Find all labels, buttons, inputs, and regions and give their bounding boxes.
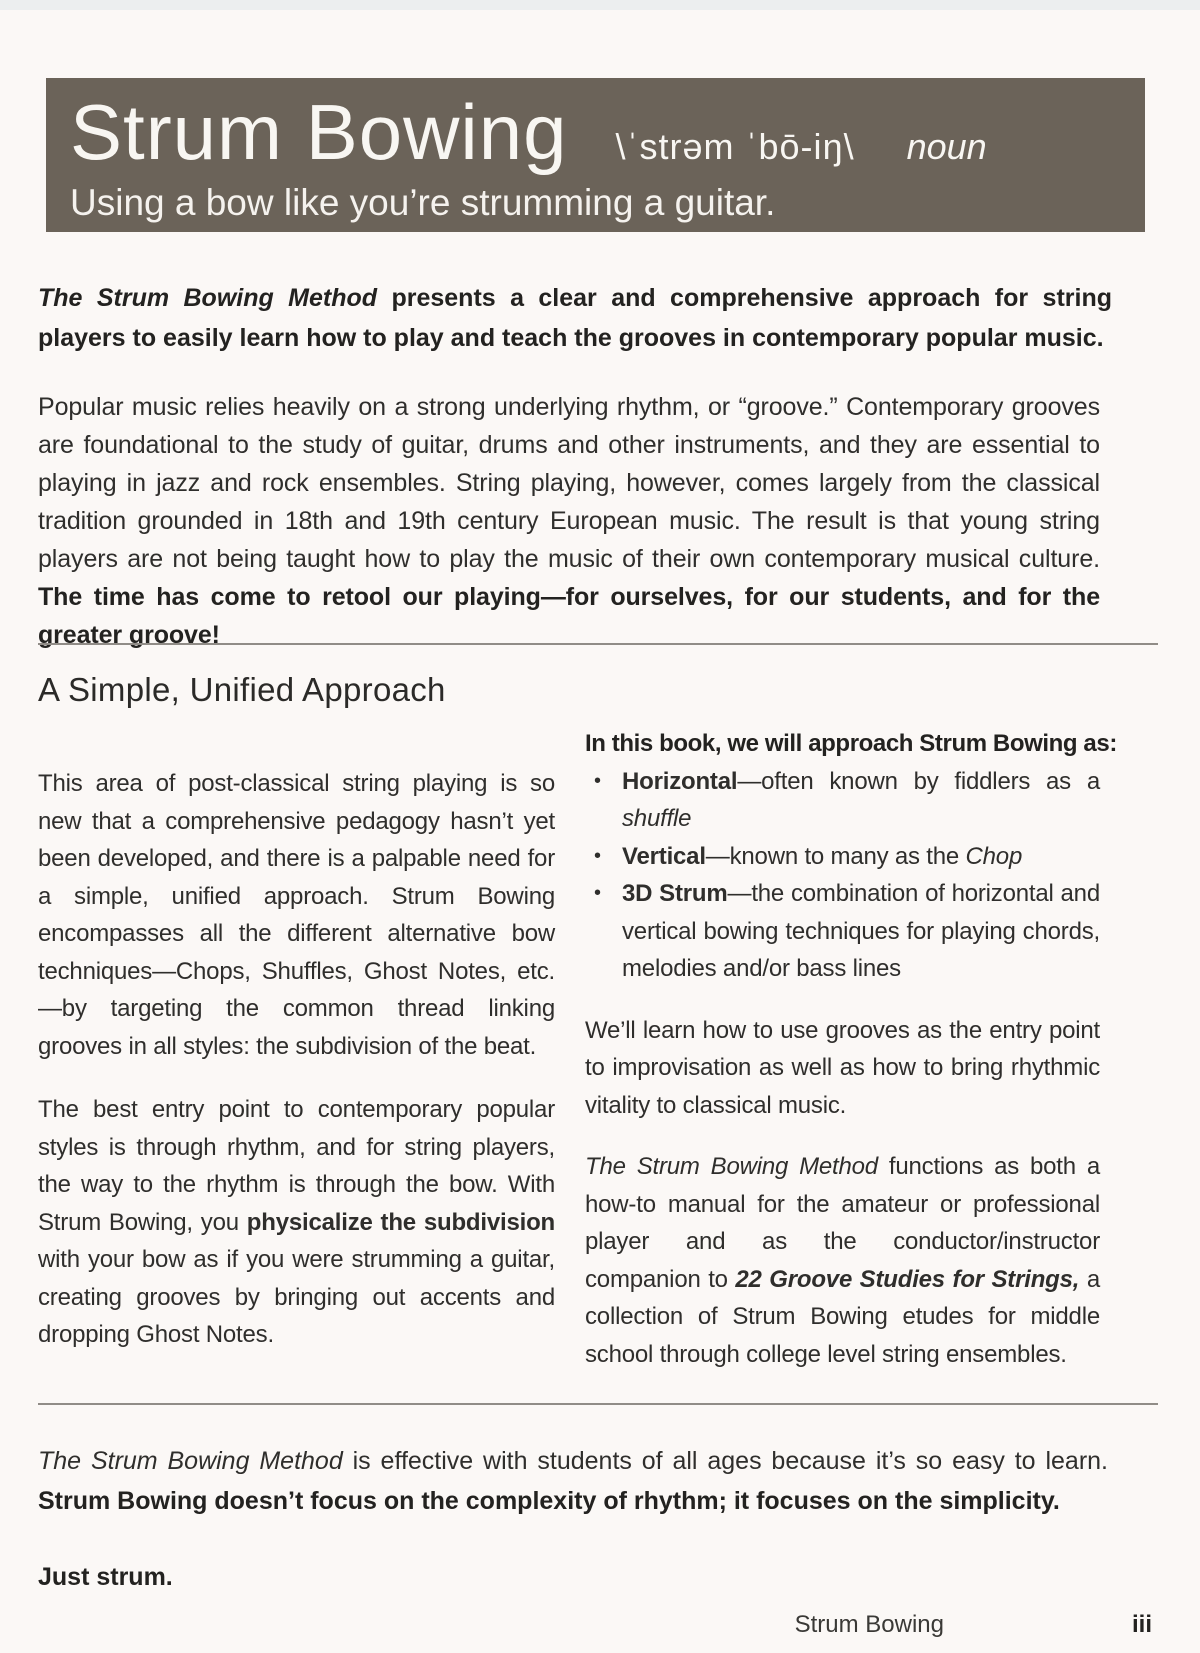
right-column <box>585 645 1117 1403</box>
closing-emphasis: Strum Bowing doesn’t focus on the complexity of rhythm; it focuses on the simplicity. <box>38 1487 1060 1515</box>
closing-paragraph <box>38 1441 1108 1525</box>
intro-paragraph <box>38 278 1112 362</box>
right-paragraph-2-studies-title: 22 Groove Studies for Strings, <box>735 1265 1080 1293</box>
right-paragraph-2-book-title: The Strum Bowing Method <box>585 1153 878 1180</box>
pronunciation: \ˈstrəm ˈbō-iŋ\ <box>615 126 855 167</box>
left-paragraph-2 <box>38 1091 555 1354</box>
left-column <box>38 645 555 1403</box>
list-desc: —known to many as the <box>705 842 966 870</box>
overview-emphasis: The time has come to retool our playing—for ourselves, for our students, and for the greater groove! <box>38 583 1100 649</box>
footer-page-number: iii <box>1131 1611 1152 1638</box>
footer-book-title: Strum Bowing <box>794 1611 944 1638</box>
two-column-section <box>38 645 1117 1403</box>
list-italic-term: shuffle <box>622 805 692 832</box>
list-intro: In this book, we will approach Strum Bowing as: <box>585 730 1117 757</box>
part-of-speech: noun <box>906 126 987 167</box>
banner-tagline: Using a bow like you’re strumming a guitar. <box>70 182 776 223</box>
left-paragraph-2-text: The best entry point to contemporary popular styles is through rhythm, and for string players, the way to the rhythm is through the bow. With Strum Bowing, you <box>38 1096 555 1236</box>
overview-text: Popular music relies heavily on a strong underlying rhythm, or “groove.” Contemporary grooves are foundational to the study of guitar, drums and other instruments, and they are essential to playing in jazz and rock ensembles. String playing, however, comes largely from the classical tradition grounded in 18th and 19th century European music. The result is that young string players are not being taught how to play the music of their own contemporary musical culture. <box>38 393 1100 573</box>
banner-title-row <box>70 84 1145 180</box>
definition-banner <box>46 78 1145 232</box>
left-paragraph-2-rest: with your bow as if you were strumming a guitar, creating grooves by bringing out accents and dropping Ghost Notes. <box>38 1246 555 1348</box>
right-paragraph-2 <box>585 1148 1100 1373</box>
left-paragraph-1: This area of post-classical string playing is so new that a comprehensive pedagogy hasn’t yet been developed, and there is a palpable need for a simple, unified approach. Strum Bowing encompasses all the different alternative bow techniques—Chops, Shuffles, Ghost Notes, etc.—by targeting the common thread linking grooves in all styles: the subdivision of the beat. <box>38 770 555 1060</box>
right-paragraph-1: We’ll learn how to use grooves as the entry point to improvisation as well as how to bring rhythmic vitality to classical music. <box>585 1016 1100 1119</box>
list-italic-term: Chop <box>965 842 1023 870</box>
just-strum-tagline: Just strum. <box>38 1563 173 1591</box>
closing-book-title: The Strum Bowing Method <box>38 1447 343 1475</box>
page-title: Strum Bowing <box>70 88 568 176</box>
section-heading: A Simple, Unified Approach <box>38 671 446 708</box>
list-term: Vertical <box>622 842 706 870</box>
overview-paragraph <box>38 388 1100 649</box>
left-paragraph-2-bold: physicalize the subdivision <box>246 1208 555 1236</box>
list-term: 3D Strum <box>622 880 728 907</box>
right-paragraph-2-text: functions as both a how-to manual for the amateur or professional player and as the conductor/instructor companion to <box>585 1153 1100 1293</box>
divider-bottom <box>38 1403 1158 1405</box>
list-desc: —often known by fiddlers as a <box>737 767 1100 795</box>
page-footer <box>0 1611 1152 1641</box>
list-item-3d-strum <box>585 875 1100 988</box>
list-item-horizontal <box>585 763 1100 838</box>
intro-text: presents a clear and comprehensive approach for string players to easily learn how to play and teach the grooves in contemporary popular music. <box>38 284 1112 352</box>
right-paragraph-2-rest: a collection of Strum Bowing etudes for middle school through college level string ensembles. <box>585 1265 1100 1368</box>
list-term: Horizontal <box>622 767 738 795</box>
closing-text: is effective with students of all ages because it’s so easy to learn. <box>342 1447 1108 1475</box>
list-desc: —the combination of horizontal and vertical bowing techniques for playing chords, melodies and/or bass lines <box>622 880 1100 982</box>
list-item-vertical <box>585 838 1100 876</box>
approach-list <box>585 763 1100 988</box>
intro-book-title: The Strum Bowing Method <box>38 284 378 312</box>
